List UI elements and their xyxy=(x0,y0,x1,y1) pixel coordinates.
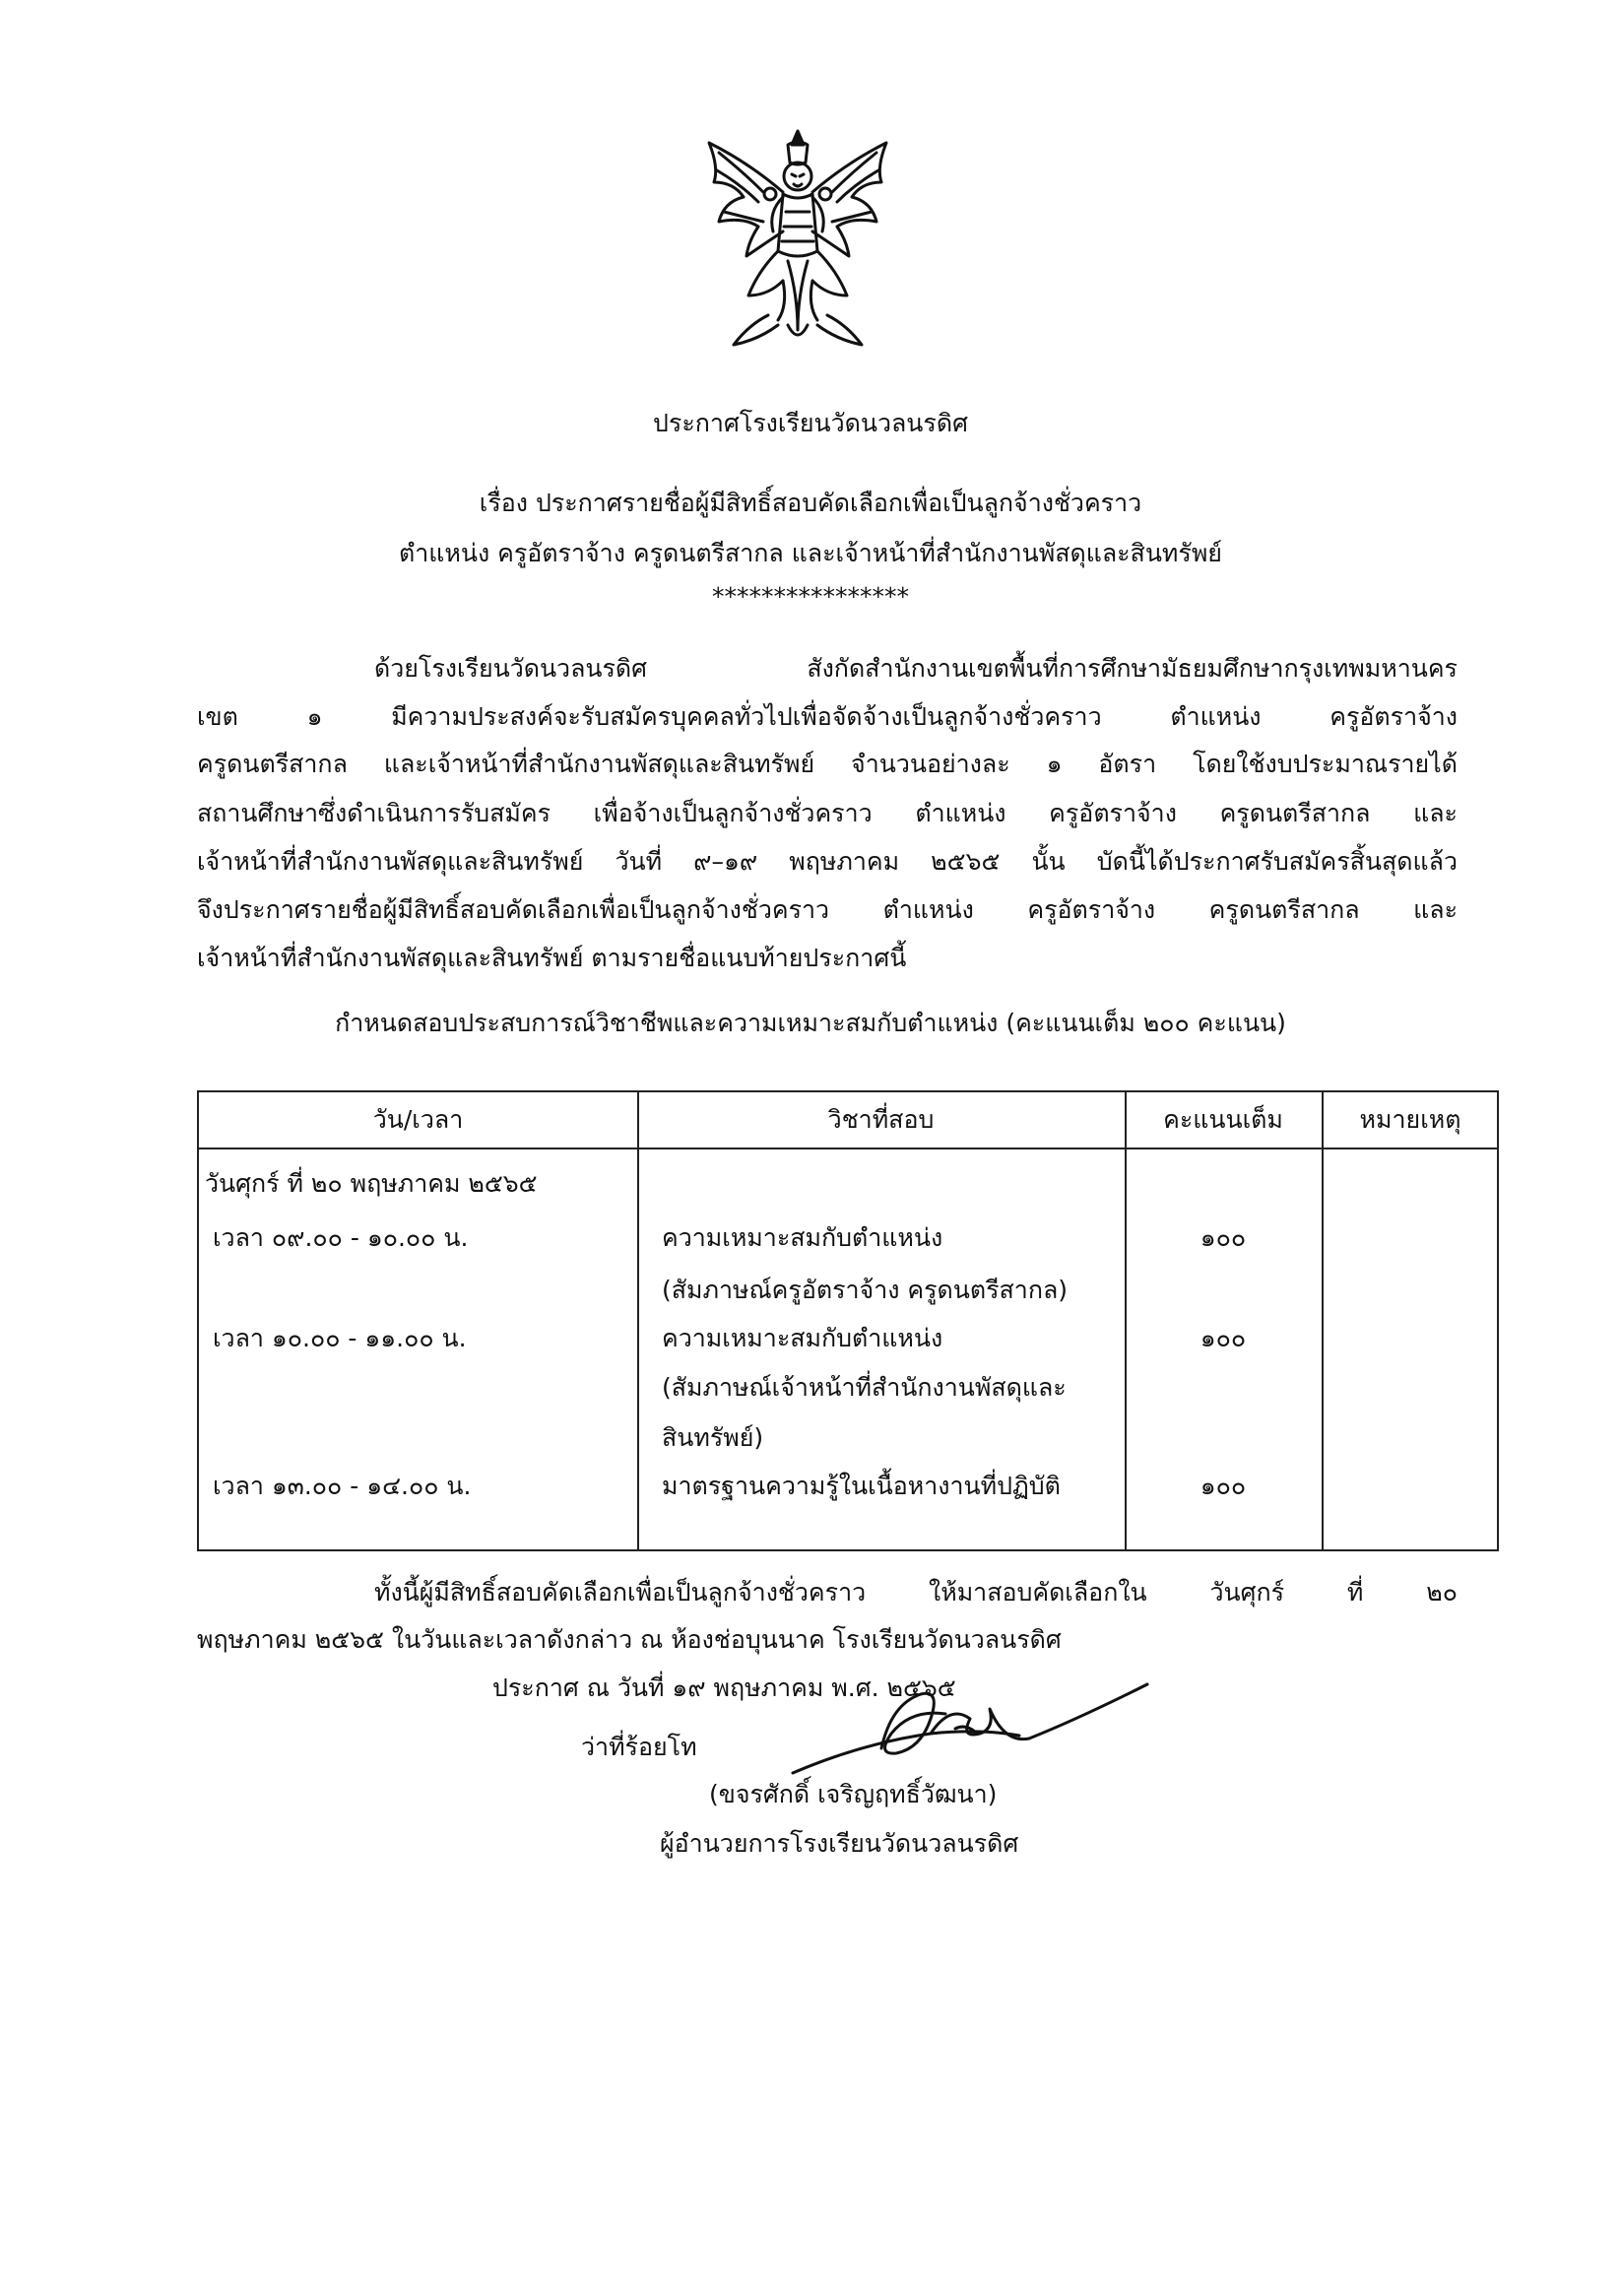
closing-line-2: พฤษภาคม ๒๕๖๕ ในวันและเวลาดังกล่าว ณ ห้องช่อบุนนาค โรงเรียนวัดนวลนรดิศ xyxy=(197,1625,1062,1654)
separator-stars: **************** xyxy=(712,582,909,611)
closing-line-1: ทั้งนี้ผู้มีสิทธิ์สอบคัดเลือกเพื่อเป็นลูกจ้างชั่วคราว ให้มาสอบคัดเลือกใน วันศุกร์ ที่ ๒๐ xyxy=(374,1578,1458,1607)
exam-note: กำหนดสอบประสบการณ์วิชาชีพและความเหมาะสมกับตำแหน่ง (คะแนนเต็ม ๒๐๐ คะแนน) xyxy=(335,1009,1286,1037)
table-row-score: ๑๐๐ xyxy=(1200,1223,1247,1252)
table-row-time: เวลา ๑๓.๐๐ - ๑๔.๐๐ น. xyxy=(213,1472,472,1500)
signer-name: (ขจรศักดิ์ เจริญฤทธิ์วัฒนา) xyxy=(709,1780,998,1808)
table-row-time: เวลา ๐๙.๐๐ - ๑๐.๐๐ น. xyxy=(213,1223,469,1252)
subject-line-2: ตำแหน่ง ครูอัตราจ้าง ครูดนตรีสากล และเจ้าหน้าที่สำนักงานพัสดุและสินทรัพย์ xyxy=(399,539,1222,567)
table-row-subject: (สัมภาษณ์เจ้าหน้าที่สำนักงานพัสดุและ xyxy=(662,1373,1067,1402)
table-row-score: ๑๐๐ xyxy=(1200,1324,1247,1352)
garuda-emblem-icon xyxy=(689,123,906,360)
paragraph-line: ครูดนตรีสากล และเจ้าหน้าที่สำนักงานพัสดุและสินทรัพย์ จำนวนอย่างละ ๑ อัตรา โดยใช้งบประมาณรายได้ xyxy=(197,750,1458,778)
exam-schedule-table xyxy=(197,1090,1499,1551)
table-row-subject: สินทรัพย์) xyxy=(662,1423,764,1452)
paragraph-line: เจ้าหน้าที่สำนักงานพัสดุและสินทรัพย์ ตามรายชื่อแนบท้ายประกาศนี้ xyxy=(197,944,907,972)
header-remarks: หมายเหตุ xyxy=(1359,1105,1461,1134)
table-row-time: เวลา ๑๐.๐๐ - ๑๑.๐๐ น. xyxy=(213,1324,467,1352)
announce-date: ประกาศ ณ วันที่ ๑๙ พฤษภาคม พ.ศ. ๒๕๖๕ xyxy=(492,1673,956,1702)
signer-rank: ว่าที่ร้อยโท xyxy=(581,1733,697,1761)
paragraph-line: ด้วยโรงเรียนวัดนวลนรดิศ สังกัดสำนักงานเขตพื้นที่การศึกษามัธยมศึกษากรุงเทพมหานคร xyxy=(374,654,1458,683)
paragraph-line: สถานศึกษาซึ่งดำเนินการรับสมัคร เพื่อจ้างเป็นลูกจ้างชั่วคราว ตำแหน่ง ครูอัตราจ้าง ครูดนตรีสากล และ xyxy=(197,799,1458,827)
table-row-subject: มาตรฐานความรู้ในเนื้อหางานที่ปฏิบัติ xyxy=(662,1472,1061,1500)
table-row-subject: ความเหมาะสมกับตำแหน่ง xyxy=(662,1223,943,1252)
signer-position: ผู้อำนวยการโรงเรียนวัดนวลนรดิศ xyxy=(660,1829,1019,1858)
handwritten-signature-icon xyxy=(783,1674,1157,1783)
header-full-score: คะแนนเต็ม xyxy=(1163,1105,1283,1134)
exam-date: วันศุกร์ ที่ ๒๐ พฤษภาคม ๒๕๖๕ xyxy=(205,1169,538,1198)
subject-line-1: เรื่อง ประกาศรายชื่อผู้มีสิทธิ์สอบคัดเลือกเพื่อเป็นลูกจ้างชั่วคราว xyxy=(479,489,1142,517)
paragraph-line: จึงประกาศรายชื่อผู้มีสิทธิ์สอบคัดเลือกเพื่อเป็นลูกจ้างชั่วคราว ตำแหน่ง ครูอัตราจ้าง ครูดนตรีสากล และ xyxy=(197,895,1458,924)
paragraph-line: เจ้าหน้าที่สำนักงานพัสดุและสินทรัพย์ วันที่ ๙–๑๙ พฤษภาคม ๒๕๖๕ นั้น บัดนี้ได้ประกาศรับสมัครสิ้นสุดแล้ว xyxy=(197,847,1458,876)
table-row-subject: (สัมภาษณ์ครูอัตราจ้าง ครูดนตรีสากล) xyxy=(662,1276,1069,1304)
column-divider xyxy=(637,1092,639,1549)
issuer-line: ประกาศโรงเรียนวัดนวลนรดิศ xyxy=(653,409,968,437)
table-row-subject: ความเหมาะสมกับตำแหน่ง xyxy=(662,1324,943,1352)
header-subject: วิชาที่สอบ xyxy=(827,1105,935,1134)
table-row-score: ๑๐๐ xyxy=(1200,1472,1247,1500)
paragraph-line: เขต ๑ มีความประสงค์จะรับสมัครบุคคลทั่วไปเพื่อจัดจ้างเป็นลูกจ้างชั่วคราว ตำแหน่ง ครูอัตราจ้าง xyxy=(197,702,1458,731)
header-datetime: วัน/เวลา xyxy=(372,1105,464,1134)
column-divider xyxy=(1322,1092,1324,1549)
